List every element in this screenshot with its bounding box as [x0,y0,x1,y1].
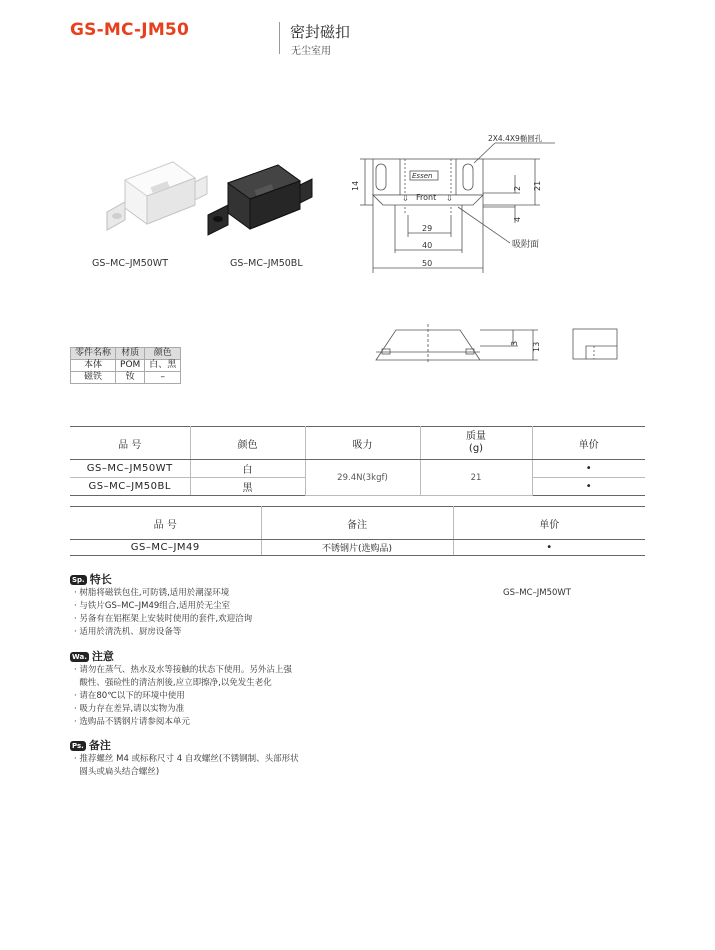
features-list [74,587,252,639]
front-label: Front [416,193,437,202]
spec-price: • [532,460,645,478]
list-item: · 吸力存在差异,请以实物为准 [74,704,185,714]
cautions-tag: Wa. [72,653,87,661]
hole-note: 2X4.4X9椭圆孔 [488,134,543,143]
spec-header-name: 品 号 [70,427,190,460]
cautions-heading [70,648,114,664]
material-material: 钕 [116,372,145,384]
front-arrow-right-icon: ⇩ [446,194,453,203]
acc-header-name: 品 号 [70,507,261,540]
list-item: · 推荐螺丝 M4 或标称尺寸 4 自攻螺丝(不锈钢制、头部形状 [74,754,299,764]
material-header-color: 颜色 [145,348,181,360]
white-latch-image [95,150,215,245]
remarks-heading [70,737,111,753]
material-color: – [145,372,181,384]
black-model-label: GS–MC–JM50BL [230,258,303,269]
list-item: · 请勿在蒸气、热水及水等接触的状态下使用。另外沾上强 [74,665,292,675]
material-part: 本体 [71,360,116,372]
dim-40: 40 [422,241,433,250]
remarks-tag: Ps. [72,742,84,750]
table-row [70,460,645,478]
cautions-list [74,664,292,729]
dim-14: 14 [351,180,360,191]
acc-header-remark: 备注 [261,507,453,540]
material-header-part: 零件名称 [71,348,116,360]
list-item: 酸性、强硷性的清洁剂後,应立即擦净,以免发生老化 [74,678,272,688]
acc-remark: 不锈钢片(选购品) [261,540,453,556]
dim-13: 13 [532,341,541,352]
dim-29: 29 [422,224,433,233]
accessory-table [70,506,645,556]
features-title: 特长 [89,573,112,586]
features-tag: Sp. [72,576,85,584]
spec-header-color: 颜色 [190,427,305,460]
model-title: GS-MC-JM50 [70,20,189,40]
list-item: 圆头或扁头结合螺丝) [74,767,160,777]
black-latch-image [200,155,320,250]
dim-3: 3 [510,340,519,346]
cautions-title: 注意 [91,650,114,663]
top-view-drawing [340,125,560,285]
material-part: 磁铁 [71,372,116,384]
header-divider [279,22,280,54]
spec-color: 黑 [190,478,305,496]
product-title: 密封磁扣 [290,23,351,41]
material-color: 白、黑 [145,360,181,372]
spec-name: GS–MC–JM50WT [70,460,190,478]
remarks-list [74,753,299,779]
spec-header-mass [420,427,532,460]
product-subtitle: 无尘室用 [291,46,331,57]
material-table [70,347,181,384]
front-arrow-left-icon: ⇩ [402,194,409,203]
drawing-logo: Essen [412,172,433,180]
material-header-material: 材质 [116,348,145,360]
spec-header-mass-label: 质量 [466,431,486,442]
spec-header-mass-unit: (g) [468,443,484,454]
features-heading [70,571,112,587]
spec-name: GS–MC–JM50BL [70,478,190,496]
spec-table [70,426,645,496]
dim-4: 4 [513,216,522,222]
dim-2: 2 [513,185,522,191]
material-material: POM [116,360,145,372]
table-row [70,540,645,556]
acc-header-price: 单价 [453,507,645,540]
spec-mass: 21 [420,460,532,496]
end-view-drawing [568,324,628,364]
suction-face-label: 吸附面 [512,240,540,250]
table-row [71,372,181,384]
list-item: · 与铁片GS–MC–JM49组合,适用於无尘室 [74,601,231,611]
spec-force: 29.4N(3kgf) [305,460,420,496]
remarks-title: 备注 [88,739,111,752]
list-item: · 另备有在铝框架上安装时使用的套件,欢迎洽询 [74,614,253,624]
side-view-drawing [368,322,558,367]
spec-header-price: 单价 [532,427,645,460]
dim-50: 50 [422,259,433,268]
acc-price: • [453,540,645,556]
list-item: · 适用於清洗机、厨房设备等 [74,627,182,637]
list-item: · 树脂将磁铁包住,可防锈,适用於潮湿环境 [74,588,230,598]
spec-header-force: 吸力 [305,427,420,460]
dim-21: 21 [533,180,542,191]
list-item: · 选购品不锈钢片请参阅本单元 [74,717,190,727]
features-side-label: GS–MC–JM50WT [503,588,572,598]
list-item: · 请在80℃以下的环境中使用 [74,691,185,701]
white-model-label: GS–MC–JM50WT [92,258,169,269]
spec-color: 白 [190,460,305,478]
spec-price: • [532,478,645,496]
acc-name: GS–MC–JM49 [70,540,261,556]
table-row [71,360,181,372]
